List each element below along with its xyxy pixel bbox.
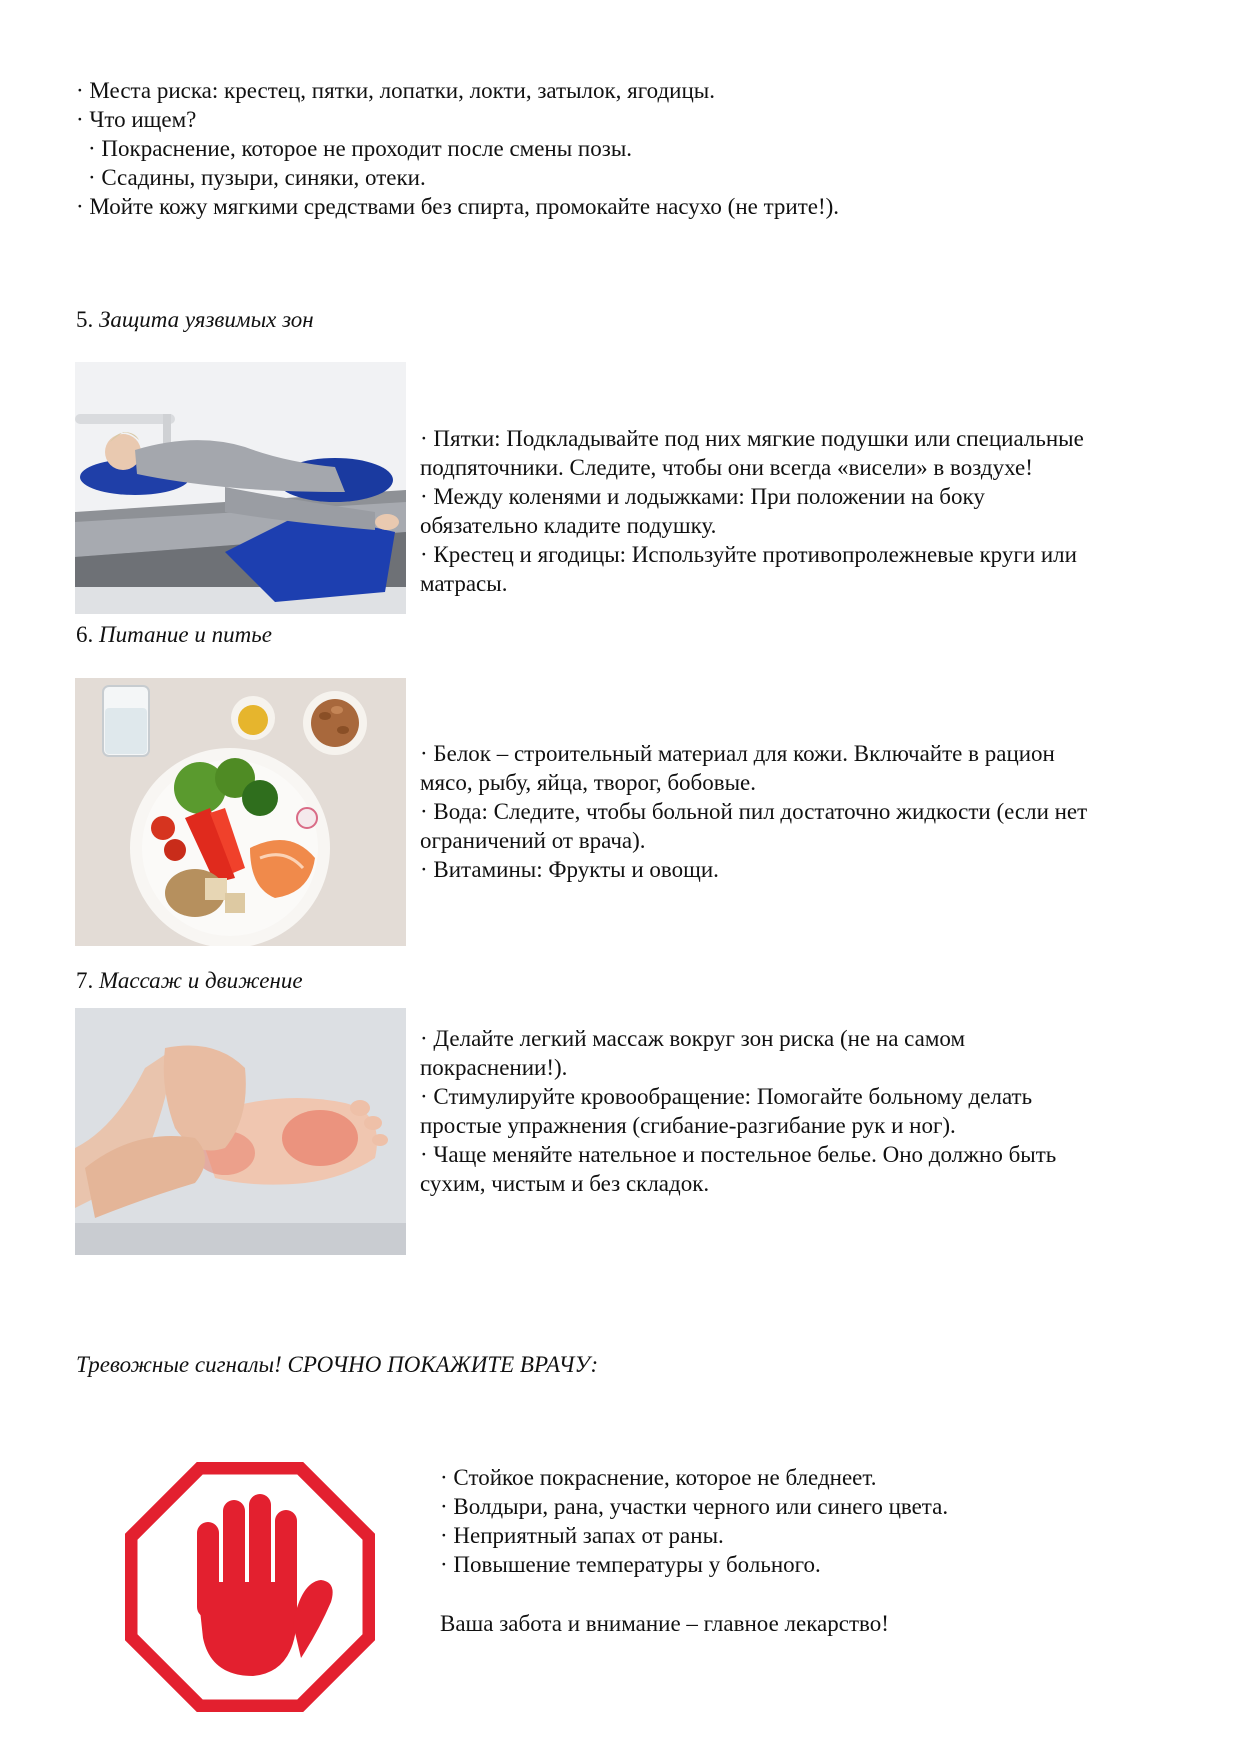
section5-heading <box>76 305 314 334</box>
section7-number: 7. <box>76 968 94 993</box>
section5-number: 5. <box>76 307 94 332</box>
closing-line: Ваша забота и внимание – главное лекарство! <box>440 1611 889 1636</box>
stop-sign <box>125 1462 375 1712</box>
section5-line-5: · Крестец и ягодицы: Используйте противопролежневые круги или <box>420 542 1077 567</box>
section5-title: Защита уязвимых зон <box>99 307 314 332</box>
alarm-line-4: · Повышение температуры у больного. <box>440 1552 821 1577</box>
section5-photo <box>75 362 406 614</box>
intro-line-5: · Мойте кожу мягкими средствами без спирта, промокайте насухо (не трите!). <box>76 194 840 219</box>
section7-line-5: · Чаще меняйте нательное и постельное белье. Оно должно быть <box>420 1142 1057 1167</box>
section6-photo <box>75 678 406 946</box>
foot-massage-icon <box>75 1008 406 1255</box>
alarm-heading: Тревожные сигналы! СРОЧНО ПОКАЖИТЕ ВРАЧУ: <box>76 1352 599 1377</box>
section6-number: 6. <box>76 622 94 647</box>
section7-text <box>420 1024 1056 1198</box>
section7-line-6: сухим, чистым и без складок. <box>420 1171 710 1196</box>
section6-text <box>420 739 1087 884</box>
intro-line-3: · Покраснение, которое не проходит после смены позы. <box>88 136 633 161</box>
section5-line-4: обязательно кладите подушку. <box>420 513 717 538</box>
section6-line-3: · Вода: Следите, чтобы больной пил достаточно жидкости (если нет <box>420 799 1088 824</box>
section5-line-6: матрасы. <box>420 571 508 596</box>
alarm-text <box>440 1463 948 1579</box>
section6-title: Питание и питье <box>99 622 272 647</box>
alarm-line-2: · Волдыри, рана, участки черного или синего цвета. <box>440 1494 949 1519</box>
section5-line-1: · Пятки: Подкладывайте под них мягкие подушки или специальные <box>420 426 1084 451</box>
alarm-line-1: · Стойкое покраснение, которое не бледнеет. <box>440 1465 877 1490</box>
intro-line-2: · Что ищем? <box>76 107 197 132</box>
section5-line-2: подпяточники. Следите, чтобы они всегда «висели» в воздухе! <box>420 455 1033 480</box>
section6-heading <box>76 620 272 649</box>
intro-line-4: · Ссадины, пузыри, синяки, отеки. <box>88 165 426 190</box>
section7-photo <box>75 1008 406 1255</box>
section7-line-4: простые упражнения (сгибание-разгибание рук и ног). <box>420 1113 956 1138</box>
stop-hand-icon <box>125 1462 375 1712</box>
healthy-food-plate-icon <box>75 678 406 946</box>
section7-heading <box>76 966 303 995</box>
intro-line-1: · Места риска: крестец, пятки, лопатки, локти, затылок, ягодицы. <box>76 78 715 103</box>
section6-line-4: ограничений от врача). <box>420 828 646 853</box>
alarm-line-3: · Неприятный запах от раны. <box>440 1523 724 1548</box>
section5-line-3: · Между коленями и лодыжками: При положении на боку <box>420 484 985 509</box>
section6-line-5: · Витамины: Фрукты и овощи. <box>420 857 719 882</box>
section5-text <box>420 424 1084 598</box>
section6-line-1: · Белок – строительный материал для кожи. Включайте в рацион <box>420 741 1055 766</box>
woman-lying-on-bed-with-pillows-icon <box>75 362 406 614</box>
section7-line-2: покраснении!). <box>420 1055 568 1080</box>
section7-line-1: · Делайте легкий массаж вокруг зон риска (не на самом <box>420 1026 966 1051</box>
section6-line-2: мясо, рыбу, яйца, творог, бобовые. <box>420 770 756 795</box>
section7-title: Массаж и движение <box>99 968 303 993</box>
section7-line-3: · Стимулируйте кровообращение: Помогайте больному делать <box>420 1084 1033 1109</box>
